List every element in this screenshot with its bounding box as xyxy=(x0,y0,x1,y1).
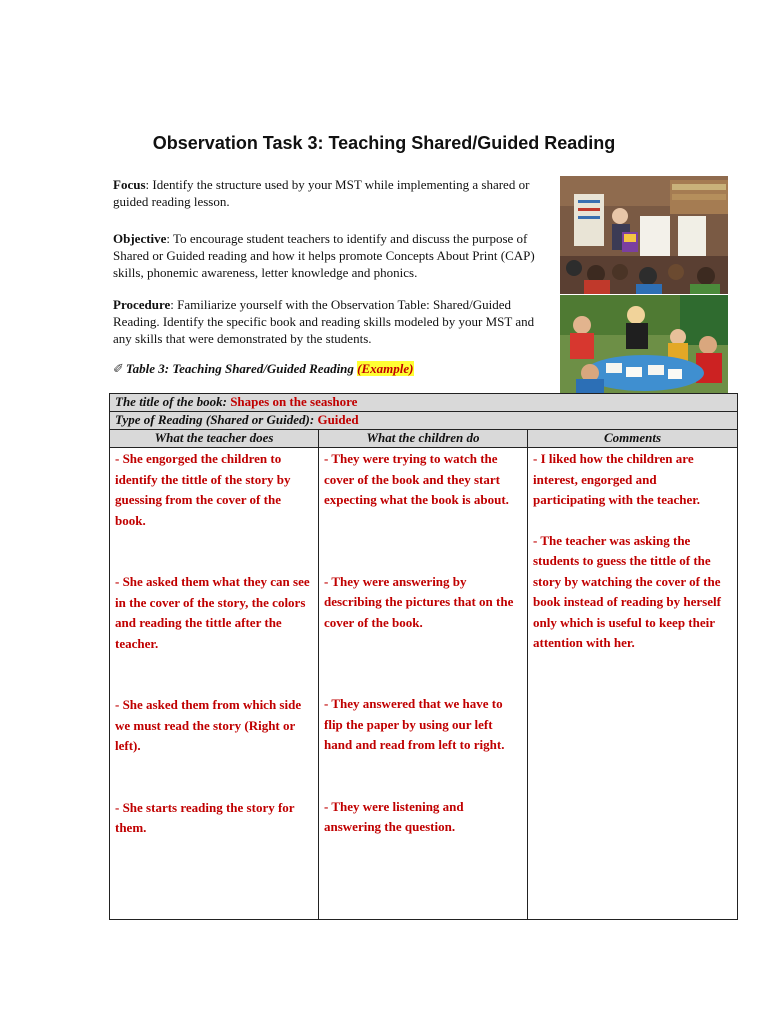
reading-type-value: Guided xyxy=(317,412,359,427)
teacher-item: - She starts reading the story for them. xyxy=(115,799,295,835)
children-item: - They answered that we have to flip the paper by using our left hand and read from left to right. xyxy=(324,696,505,752)
book-title-label: The title of the book: xyxy=(115,394,231,409)
page-title: Observation Task 3: Teaching Shared/Guided Reading xyxy=(152,133,616,153)
comment-item: - I liked how the children are interest, engorged and participating with the teacher. xyxy=(533,451,701,507)
teacher-column xyxy=(110,448,319,920)
classroom-photo-reading xyxy=(560,176,728,294)
book-title-value: Shapes on the seashore xyxy=(230,394,358,409)
caption-text: Table 3: Teaching Shared/Guided Reading xyxy=(125,361,358,376)
children-item: - They were answering by describing the pictures that on the cover of the book. xyxy=(324,573,514,630)
observation-table xyxy=(109,393,738,920)
objective-label: Objective xyxy=(113,231,167,246)
comments-column xyxy=(528,448,738,920)
procedure-label: Procedure xyxy=(113,297,171,312)
children-item: - They were listening and answering the question. xyxy=(324,798,464,834)
children-item: - They were trying to watch the cover of the book and they start expecting what the book is about. xyxy=(324,451,509,507)
book-title-row xyxy=(110,394,738,412)
pencil-icon: ✐ xyxy=(113,361,124,376)
table-caption xyxy=(113,361,414,377)
focus-paragraph xyxy=(113,176,545,210)
teacher-item: - She asked them what they can see in the cover of the story, the colors and reading the tittle after the teacher. xyxy=(115,574,310,651)
teacher-item: - She engorged the children to identify the tittle of the story by guessing from the cover of the book. xyxy=(115,451,291,528)
procedure-text: : Familiarize yourself with the Observation Table: Shared/Guided Reading. Identify the specific book and reading skills modeled by your MST and any skills that were demonstrated by the students. xyxy=(113,297,535,346)
focus-label: Focus xyxy=(113,177,146,192)
comment-item: - The teacher was asking the students to guess the tittle of the story by watching the cover of the book instead of reading by herself only which is useful to keep their attention with her. xyxy=(533,532,721,650)
focus-text: : Identify the structure used by your MST while implementing a shared or guided reading lesson. xyxy=(113,177,530,209)
classroom-photo-group xyxy=(560,295,728,393)
header-comments: Comments xyxy=(528,430,738,448)
teacher-item: - She asked them from which side we must read the story (Right or left). xyxy=(115,697,302,753)
objective-paragraph xyxy=(113,230,545,281)
objective-text: : To encourage student teachers to identify and discuss the purpose of Shared or Guided reading and how it helps promote Concepts About Print (CAP) skills, phonemic awareness, letter knowledge and phonics. xyxy=(113,231,535,280)
reading-type-row xyxy=(110,412,738,430)
header-children: What the children do xyxy=(319,430,528,448)
procedure-paragraph xyxy=(113,296,545,347)
reading-type-label: Type of Reading (Shared or Guided): xyxy=(115,412,318,427)
example-highlight: (Example) xyxy=(357,361,414,376)
children-column xyxy=(319,448,528,920)
header-teacher: What the teacher does xyxy=(110,430,319,448)
